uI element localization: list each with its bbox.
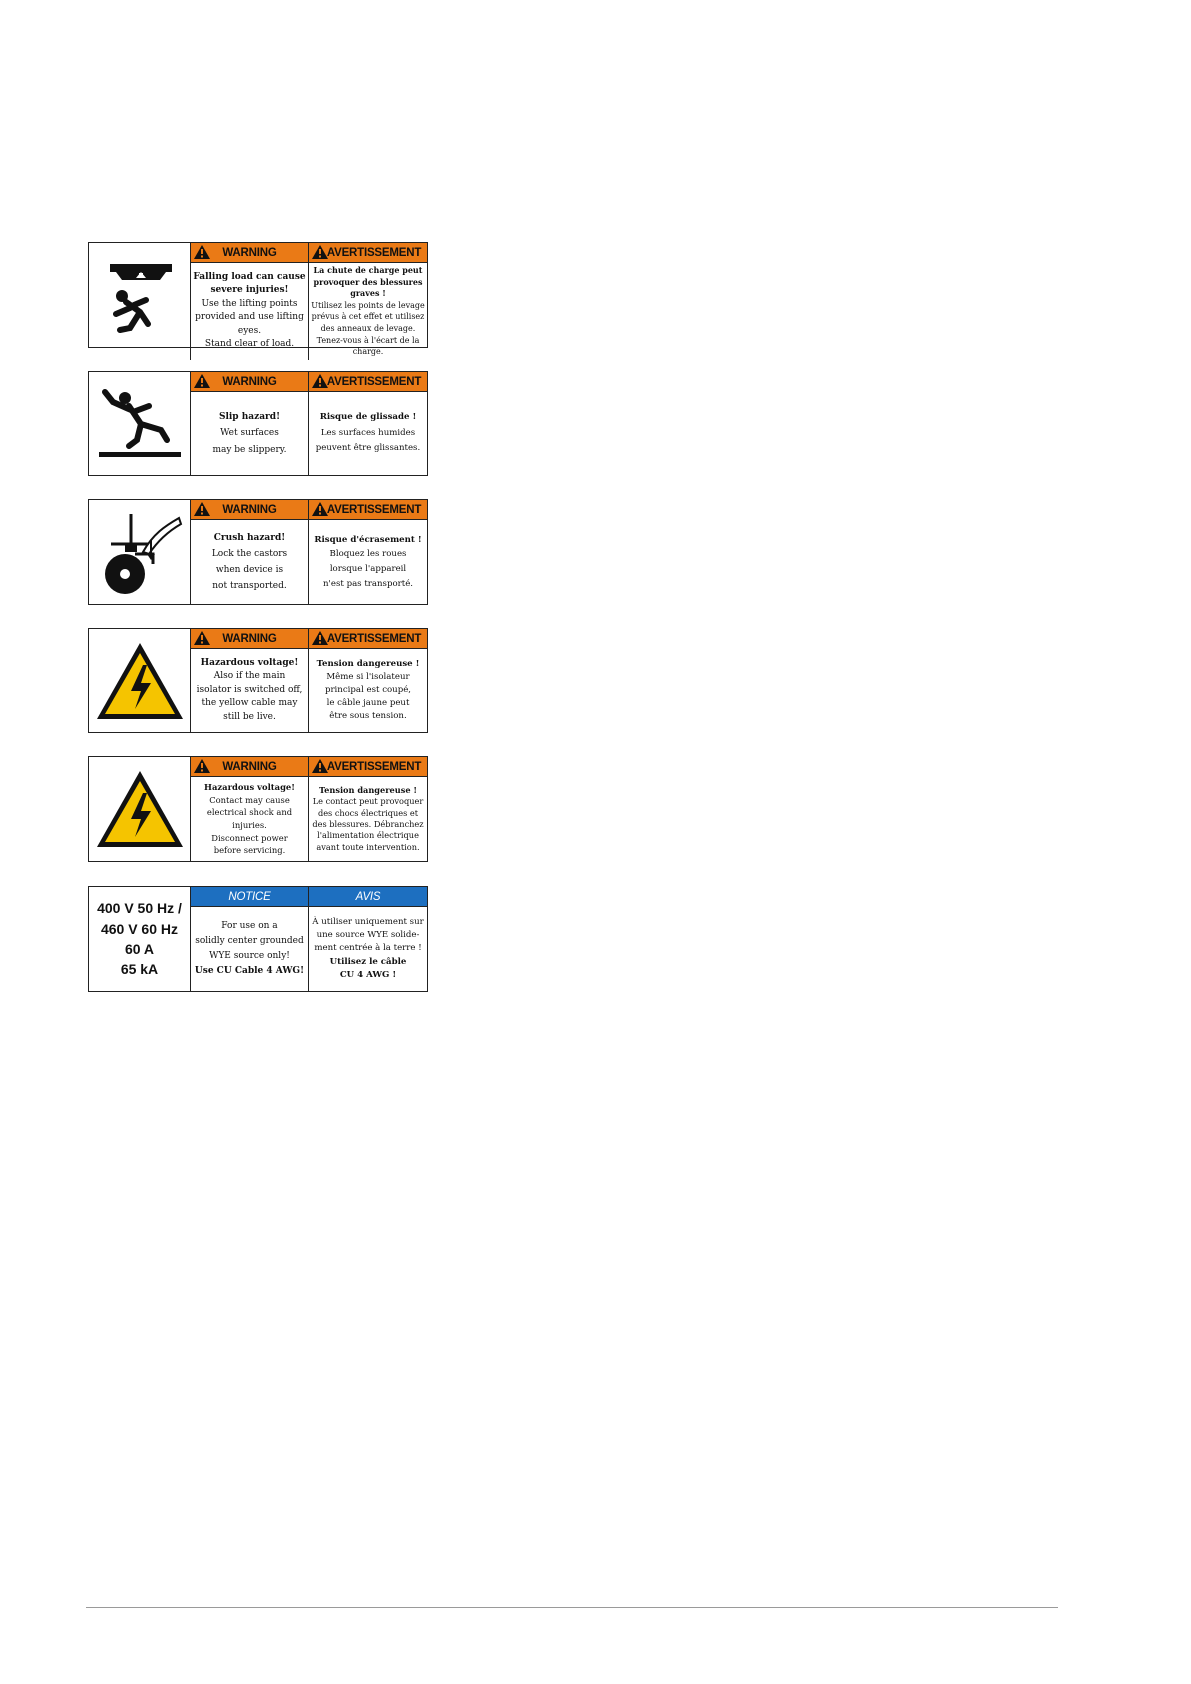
warning-header: AVERTISSEMENT — [309, 243, 427, 263]
power-spec-panel — [89, 887, 191, 991]
french-column — [309, 629, 427, 732]
warning-label-hazardous-voltage-isolator — [88, 628, 428, 733]
warning-triangle-icon — [194, 245, 210, 259]
french-text: Tension dangereuse ! Même si l'isolateur principal est coupé, le câble jaune peut être sous tension. — [316, 659, 420, 721]
warning-triangle-icon — [194, 759, 210, 773]
pictogram-panel — [89, 500, 191, 604]
warning-triangle-icon — [312, 502, 328, 516]
warning-label-crush-hazard — [88, 499, 428, 605]
warning-triangle-icon — [312, 631, 328, 645]
french-column — [309, 887, 427, 991]
power-spec: 400 V 50 Hz / 460 V 60 Hz 60 A 65 kA — [97, 900, 182, 978]
avis-header: AVIS — [309, 887, 427, 907]
french-column — [309, 243, 427, 360]
pictogram-panel — [89, 757, 191, 861]
english-column — [191, 243, 309, 360]
warning-label-falling-load — [88, 242, 428, 357]
english-text: Crush hazard! Lock the castors when device is not transported. — [211, 532, 288, 592]
french-text: À utiliser uniquement sur une source WYE solide- ment centrée à la terre ! Utilisez le câble CU 4 AWG ! — [312, 916, 424, 980]
french-column — [309, 757, 427, 861]
slip-hazard-icon — [95, 384, 185, 464]
english-text: Falling load can cause severe injuries! Use the lifting points provided and use lifting eyes. Stand clear of load. — [193, 271, 306, 350]
warning-header: WARNING — [191, 500, 308, 520]
english-column — [191, 757, 309, 861]
warning-header: WARNING — [191, 372, 308, 392]
french-text: Risque d'écrasement ! Bloquez les roues lorsque l'appareil n'est pas transporté. — [314, 534, 422, 589]
pictogram-panel — [89, 629, 191, 732]
falling-load-icon — [100, 258, 180, 344]
warning-header: WARNING — [191, 243, 308, 263]
crush-hazard-icon — [95, 504, 185, 600]
warning-header: AVERTISSEMENT — [309, 372, 427, 392]
french-column — [309, 372, 427, 475]
high-voltage-icon — [93, 767, 187, 851]
notice-label-power-supply — [88, 886, 428, 992]
notice-header: NOTICE — [191, 887, 308, 907]
french-text: Tension dangereuse ! Le contact peut provoquer des chocs électriques et des blessures. Débranchez l'alimentation électrique avant toute intervention. — [312, 784, 424, 852]
warning-header: WARNING — [191, 757, 308, 777]
english-text: For use on a solidly center grounded WYE source only! Use CU Cable 4 AWG! — [194, 921, 305, 976]
warning-header: AVERTISSEMENT — [309, 500, 427, 520]
pictogram-panel — [89, 243, 191, 360]
footer-divider — [86, 1607, 1058, 1608]
warning-triangle-icon — [194, 502, 210, 516]
english-column — [191, 629, 309, 732]
warning-header: AVERTISSEMENT — [309, 629, 427, 649]
pictogram-panel — [89, 372, 191, 475]
french-text: La chute de charge peut provoquer des blessures graves ! Utilisez les points de levage prévus à cet effet et utilisez des anneaux de levage. Tenez-vous à l'écart de la charge. — [311, 265, 425, 357]
warning-triangle-icon — [194, 374, 210, 388]
english-column — [191, 500, 309, 604]
french-text: Risque de glissade ! Les surfaces humides peuvent être glissantes. — [315, 412, 421, 454]
warning-label-hazardous-voltage-contact — [88, 756, 428, 862]
french-column — [309, 500, 427, 604]
english-text: Slip hazard! Wet surfaces may be slippery. — [212, 412, 287, 455]
warning-label-slip-hazard — [88, 371, 428, 476]
english-column — [191, 372, 309, 475]
warning-triangle-icon — [312, 759, 328, 773]
warning-triangle-icon — [312, 374, 328, 388]
english-column — [191, 887, 309, 991]
english-text: Hazardous voltage! Also if the main isolator is switched off, the yellow cable may still be live. — [196, 657, 303, 722]
warning-header: AVERTISSEMENT — [309, 757, 427, 777]
warning-header: WARNING — [191, 629, 308, 649]
english-text: Hazardous voltage! Contact may cause electrical shock and injuries. Disconnect power before servicing. — [204, 782, 295, 856]
warning-triangle-icon — [312, 245, 328, 259]
warning-triangle-icon — [194, 631, 210, 645]
high-voltage-icon — [93, 639, 187, 723]
